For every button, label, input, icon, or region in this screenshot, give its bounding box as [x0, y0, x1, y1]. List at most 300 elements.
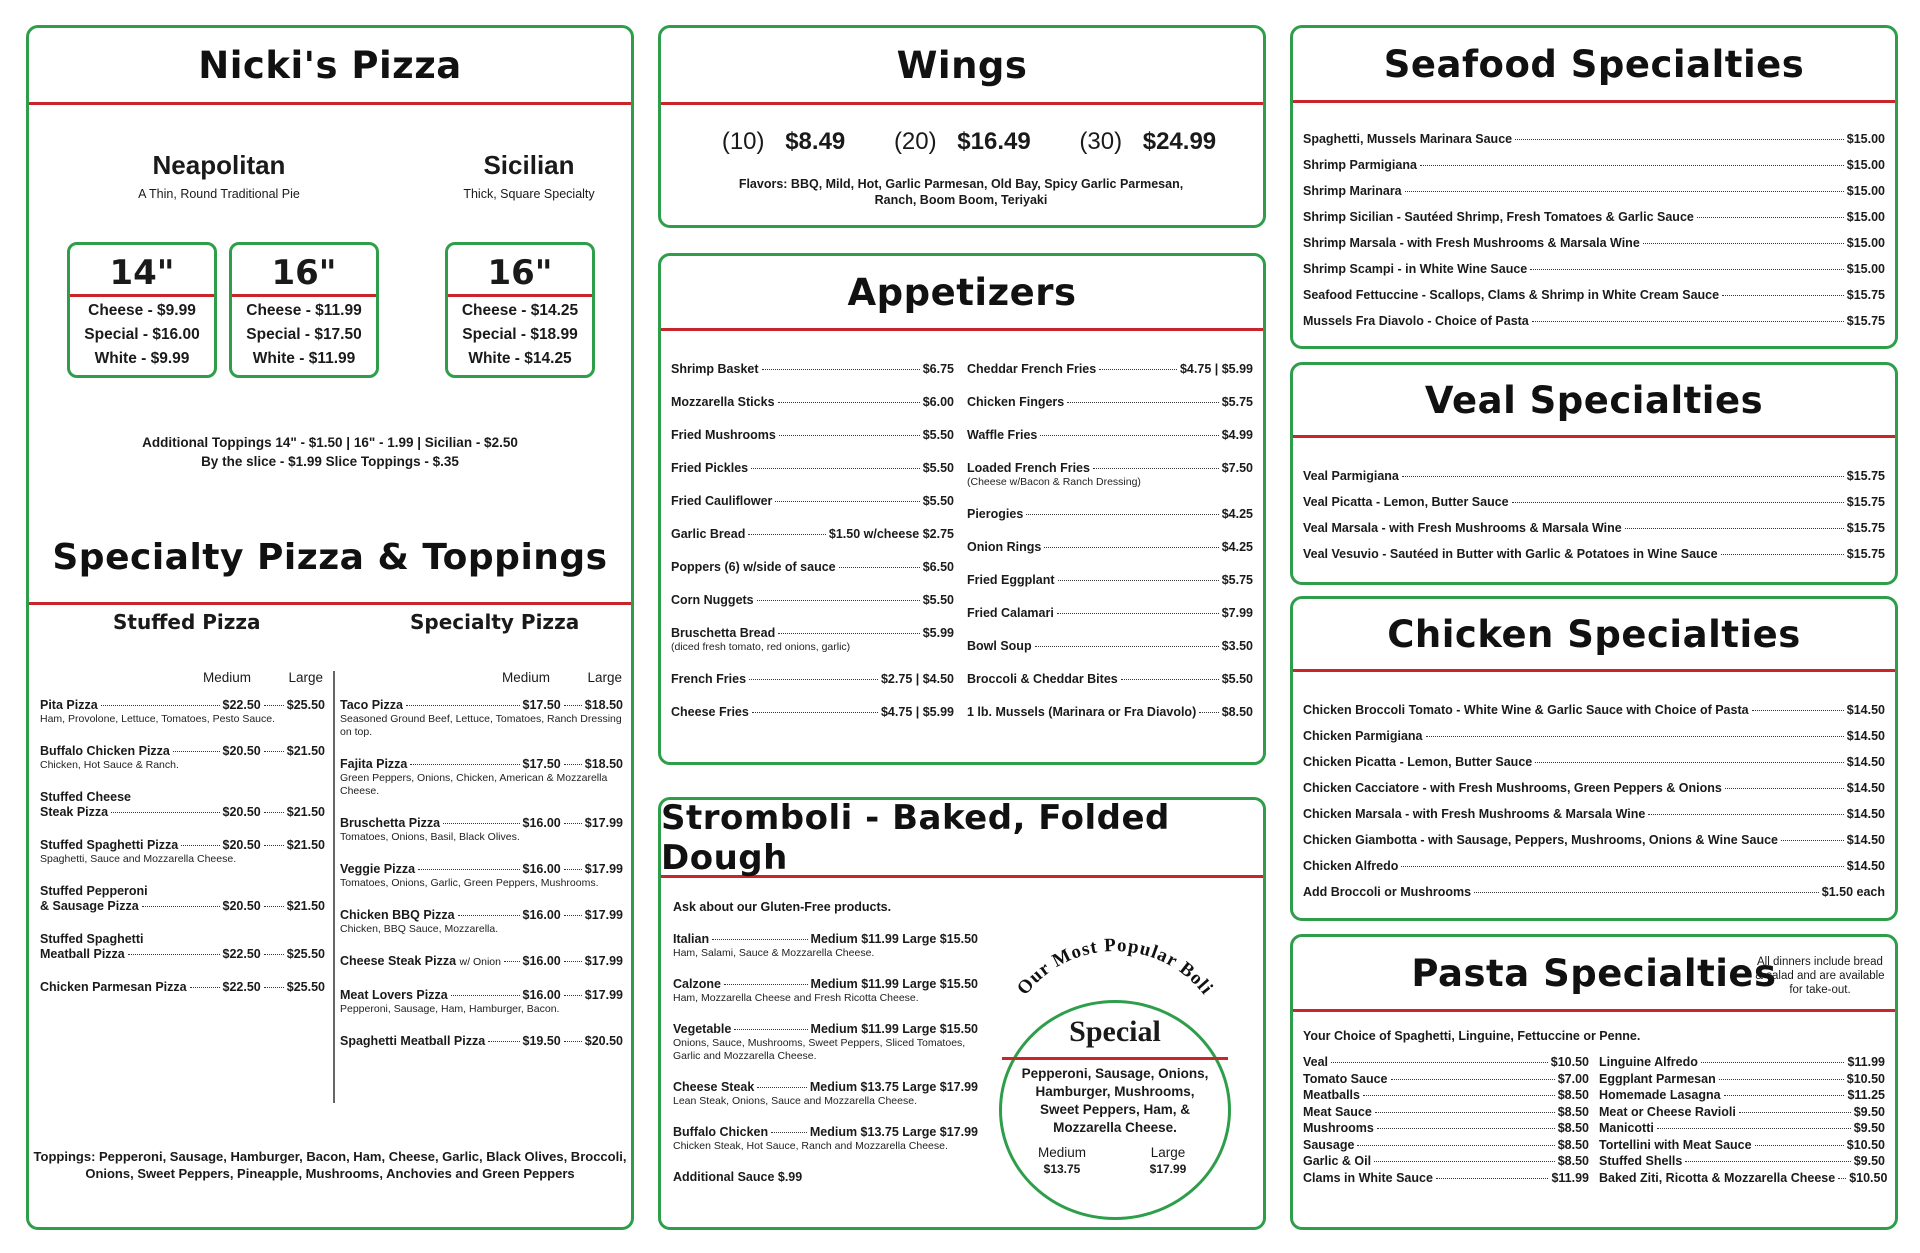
item-price-large: $17.99	[584, 816, 623, 830]
item-price: $4.25	[1221, 540, 1253, 554]
list-item	[1303, 1088, 1589, 1103]
item-name: Pierogies	[967, 507, 1024, 521]
list-item	[1303, 703, 1885, 718]
item-price: $8.50	[1557, 1154, 1589, 1168]
item-name: Taco Pizza	[340, 698, 403, 712]
list-item	[40, 932, 325, 962]
item-price: Medium $11.99 Large $15.50	[810, 977, 978, 991]
list-item	[967, 705, 1253, 720]
price-line: Special - $17.50	[246, 326, 362, 343]
item-price-medium: $16.00	[522, 862, 561, 876]
item-price: $1.50 w/cheese $2.75	[828, 527, 954, 541]
item-name: Veal Picatta - Lemon, Butter Sauce	[1303, 495, 1509, 509]
item-price: $9.50	[1853, 1104, 1885, 1119]
list-item	[673, 977, 978, 1005]
list-item	[673, 1080, 978, 1108]
size-box-sicilian-16	[445, 242, 595, 378]
wing-amount: $24.99	[1142, 128, 1217, 155]
item-price: $1.50 each	[1821, 885, 1885, 899]
item-price-large: $20.50	[584, 1034, 623, 1048]
list-item	[1599, 1105, 1885, 1120]
list-item	[671, 428, 954, 443]
item-price: $6.00	[922, 395, 954, 409]
additional-line: Additional Toppings 14" - $1.50 | 16" - 1.99 | Sicilian - $2.50	[142, 435, 518, 450]
item-price: $4.75 | $5.99	[1179, 362, 1253, 376]
wings-title: Wings	[896, 43, 1028, 87]
size-label: 16"	[448, 245, 592, 297]
item-price-large: $17.99	[584, 908, 623, 922]
item-price: Medium $13.75 Large $17.99	[809, 1080, 978, 1094]
item-desc: Green Peppers, Onions, Chicken, American & Mozzarella Cheese.	[340, 772, 608, 797]
list-item	[1303, 210, 1885, 225]
item-price-medium: $20.50	[222, 838, 261, 852]
item-name: Stuffed Spaghetti Pizza	[40, 838, 179, 852]
item-price-medium: $17.50	[522, 757, 561, 771]
item-name: Bruschetta Pizza	[340, 816, 441, 830]
svg-text:Our Most Popular Boli	[1013, 935, 1217, 999]
list-item	[340, 816, 623, 844]
item-name: Corn Nuggets	[671, 593, 754, 607]
item-name: Steak Pizza	[40, 805, 109, 819]
list-item	[40, 790, 325, 820]
list-item	[1303, 132, 1885, 147]
item-price-medium: $20.50	[222, 899, 261, 913]
item-name: Veal Parmigiana	[1303, 469, 1399, 483]
item-name: Sausage	[1303, 1137, 1355, 1152]
item-price: $7.50	[1221, 461, 1253, 475]
wing-count: (30)	[1079, 128, 1123, 155]
list-item	[1599, 1088, 1885, 1103]
item-desc: Pepperoni, Sausage, Ham, Hamburger, Bacon.	[340, 1003, 560, 1015]
price-line: Special - $16.00	[84, 326, 200, 343]
list-item	[967, 428, 1253, 443]
item-price: $15.75	[1846, 288, 1885, 302]
gluten-free-note: Ask about our Gluten-Free products.	[673, 900, 892, 914]
item-price-large: $17.99	[584, 988, 623, 1002]
extra-label: Additional Sauce $.99	[673, 1170, 803, 1184]
wing-count: (20)	[893, 128, 937, 155]
special-large-price: $17.99	[1149, 1162, 1187, 1176]
item-name: Chicken Picatta - Lemon, Butter Sauce	[1303, 755, 1533, 769]
list-item	[671, 626, 954, 654]
item-price: $9.50	[1853, 1121, 1885, 1135]
list-item	[673, 932, 978, 960]
item-price: $5.50	[922, 461, 954, 475]
wing-amount: $16.49	[957, 128, 1031, 155]
special-title: Special	[1069, 1015, 1161, 1048]
arc-label: Our Most Popular Boli	[1012, 934, 1218, 1000]
item-price: $15.75	[1846, 521, 1885, 535]
col-medium: Medium	[203, 670, 252, 685]
list-item	[1303, 521, 1885, 536]
list-item	[1599, 1072, 1885, 1087]
list-item	[340, 954, 623, 970]
item-price: $6.75	[922, 362, 954, 376]
item-price-large: $17.99	[584, 862, 623, 876]
list-item	[340, 698, 623, 739]
item-name: Poppers (6) w/side of sauce	[671, 560, 836, 574]
wing-amount: $8.49	[785, 128, 846, 155]
item-price-large: $18.50	[584, 698, 623, 712]
item-name: Fried Eggplant	[967, 573, 1055, 587]
list-item	[340, 862, 623, 890]
appetizers-right	[967, 362, 1253, 738]
wing-price	[1065, 128, 1216, 155]
item-price-large: $21.50	[286, 899, 325, 913]
list-item	[1599, 1154, 1885, 1169]
item-price-large: $25.50	[286, 980, 325, 994]
price-line: Cheese - $14.25	[461, 302, 579, 319]
item-name: Veal Marsala - with Fresh Mushrooms & Marsala Wine	[1303, 521, 1622, 535]
list-item	[1303, 314, 1885, 329]
item-desc: Tomatoes, Onions, Basil, Black Olives.	[340, 831, 520, 843]
item-price: $8.50	[1557, 1137, 1589, 1152]
item-name: French Fries	[671, 672, 747, 686]
stuffed-list	[40, 698, 325, 1013]
item-name: Vegetable	[673, 1022, 732, 1036]
item-name: Mushrooms	[1303, 1121, 1374, 1135]
list-item	[340, 1034, 623, 1049]
item-price: $11.99	[1551, 1170, 1589, 1185]
veal-title: Veal Specialties	[1424, 378, 1764, 422]
list-item	[1303, 1171, 1589, 1186]
list-item	[671, 362, 954, 377]
style-title: Neapolitan	[152, 150, 286, 180]
item-price: $8.50	[1557, 1088, 1589, 1102]
item-name: Bruschetta Bread	[671, 626, 776, 640]
item-name: & Sausage Pizza	[40, 899, 139, 913]
slice-line: By the slice - $1.99 Slice Toppings - $.35	[201, 454, 459, 469]
item-name: Chicken Cacciatore - with Fresh Mushrooms, Green Peppers & Onions	[1303, 781, 1722, 795]
item-price: $5.50	[922, 494, 954, 508]
item-price: $7.99	[1221, 606, 1253, 620]
price-line: White - $9.99	[94, 350, 190, 367]
item-name: Chicken Giambotta - with Sausage, Peppers, Mushrooms, Onions & Wine Sauce	[1303, 833, 1778, 847]
item-name: Stuffed Shells	[1599, 1154, 1683, 1168]
list-item	[671, 494, 954, 509]
item-price: $5.99	[922, 626, 954, 640]
item-price-medium: $22.50	[222, 698, 261, 712]
item-price-large: $25.50	[286, 698, 325, 712]
item-price: $8.50	[1557, 1104, 1589, 1119]
item-desc: Lean Steak, Onions, Sauce and Mozzarella Cheese.	[673, 1095, 917, 1107]
list-item	[1303, 547, 1885, 562]
list-item	[671, 672, 954, 687]
page-title: Nicki's Pizza	[198, 43, 462, 87]
item-name: Shrimp Marinara	[1303, 184, 1402, 198]
list-item	[671, 560, 954, 575]
style-desc: Thick, Square Specialty	[463, 187, 595, 201]
seafood-panel	[1290, 25, 1898, 349]
item-price-medium: $22.50	[222, 980, 261, 994]
wings-panel	[658, 25, 1266, 228]
list-item	[40, 884, 325, 914]
wing-price	[708, 128, 845, 155]
item-name: Shrimp Scampi - in White Wine Sauce	[1303, 262, 1528, 276]
item-price: $15.75	[1846, 547, 1885, 561]
item-desc: Spaghetti, Sauce and Mozzarella Cheese.	[40, 853, 237, 865]
special-medium	[1022, 1145, 1102, 1176]
item-price-large: $18.50	[584, 757, 623, 771]
item-price: $8.50	[1221, 705, 1253, 719]
pasta-panel	[1290, 934, 1898, 1230]
item-name: Chicken Alfredo	[1303, 859, 1399, 873]
item-price: $14.50	[1846, 729, 1885, 743]
list-item	[671, 395, 954, 410]
item-name: Cheese Fries	[671, 705, 749, 719]
list-item	[1599, 1121, 1885, 1136]
size-box-16	[229, 242, 379, 378]
size-box-14	[67, 242, 217, 378]
stromboli-title: Stromboli - Baked, Folded Dough	[661, 797, 1170, 878]
list-item	[1303, 495, 1885, 510]
item-price-medium: $20.50	[222, 744, 261, 758]
additional-toppings	[29, 433, 631, 471]
special-prices	[1022, 1145, 1208, 1176]
item-price: $4.75 | $5.99	[880, 705, 954, 719]
item-name: Pita Pizza	[40, 698, 98, 712]
stromboli-list	[673, 900, 978, 1185]
item-price: $15.00	[1846, 210, 1885, 224]
list-item	[1303, 1121, 1589, 1136]
item-name: Chicken Parmesan Pizza	[40, 980, 187, 994]
item-price: $5.50	[922, 593, 954, 607]
style-title: Sicilian	[483, 150, 575, 180]
veal-list	[1303, 469, 1885, 573]
item-name: Italian	[673, 932, 710, 946]
list-item	[967, 672, 1253, 687]
item-name: Shrimp Marsala - with Fresh Mushrooms & Marsala Wine	[1303, 236, 1640, 250]
list-item	[671, 593, 954, 608]
item-price-medium: $16.00	[522, 954, 561, 968]
item-price: Medium $11.99 Large $15.50	[810, 932, 978, 946]
list-item	[1303, 158, 1885, 173]
item-name: Garlic Bread	[671, 527, 746, 541]
list-item	[671, 527, 954, 542]
specialty-subtitle: Specialty Pizza	[410, 610, 580, 634]
item-name: Tortellini with Meat Sauce	[1599, 1137, 1752, 1152]
list-item	[967, 606, 1253, 621]
item-desc: Ham, Salami, Sauce & Mozzarella Cheese.	[673, 947, 875, 959]
pasta-left	[1303, 1055, 1589, 1187]
item-price: Medium $11.99 Large $15.50	[810, 1022, 978, 1036]
list-item	[1303, 885, 1885, 900]
veal-panel	[1290, 362, 1898, 585]
list-item	[1303, 236, 1885, 251]
item-name: Meat or Cheese Ravioli	[1599, 1104, 1736, 1119]
list-item	[1303, 807, 1885, 822]
item-name: Calzone	[673, 977, 721, 991]
list-item	[340, 757, 623, 798]
item-name: Meat Lovers Pizza	[340, 988, 448, 1002]
column-divider	[333, 671, 335, 1103]
list-item	[40, 980, 325, 995]
seafood-header	[1293, 28, 1895, 103]
item-price: $14.50	[1846, 807, 1885, 821]
item-price: $10.50	[1846, 1071, 1885, 1086]
item-price-large: $25.50	[286, 947, 325, 961]
item-name: Fried Mushrooms	[671, 428, 776, 442]
list-item	[1303, 781, 1885, 796]
item-price: $15.00	[1846, 184, 1885, 198]
item-price: $5.75	[1221, 573, 1253, 587]
item-price: $4.99	[1221, 428, 1253, 442]
item-name: Loaded French Fries	[967, 461, 1090, 475]
item-price-medium: $16.00	[522, 908, 561, 922]
list-item	[1303, 859, 1885, 874]
item-price: $15.00	[1846, 132, 1885, 146]
item-price: $6.50	[922, 560, 954, 574]
toppings-note: Toppings: Pepperoni, Sausage, Hamburger, Bacon, Ham, Cheese, Garlic, Black Olives, Broccoli, Onions, Sweet Peppers, Pineapple, Mushrooms, Anchovies and Green Peppers	[33, 1149, 627, 1181]
additional-sauce	[673, 1170, 978, 1185]
item-name: Shrimp Parmigiana	[1303, 158, 1417, 172]
item-name: Meatballs	[1303, 1088, 1360, 1102]
stuffed-col-heads	[203, 670, 323, 685]
item-name: Meat Sauce	[1303, 1104, 1372, 1119]
col-large: Large	[288, 670, 323, 685]
item-name: Chicken Parmigiana	[1303, 729, 1423, 743]
item-name: Broccoli & Cheddar Bites	[967, 672, 1118, 686]
list-item	[967, 573, 1253, 588]
item-price-medium: $16.00	[522, 988, 561, 1002]
item-price-large: $17.99	[584, 954, 623, 968]
stromboli-panel	[658, 797, 1266, 1230]
item-price: $10.50	[1550, 1055, 1589, 1069]
price-line: Cheese - $11.99	[246, 302, 362, 319]
wing-flavors: Flavors: BBQ, Mild, Hot, Garlic Parmesan, Old Bay, Spicy Garlic Parmesan, Ranch, Boom Boom, Teriyaki	[738, 177, 1184, 207]
item-note: w/ Onion	[459, 956, 501, 968]
list-item	[1599, 1138, 1885, 1153]
list-item	[967, 461, 1253, 489]
item-price: $14.50	[1846, 781, 1885, 795]
item-price: $14.50	[1846, 833, 1885, 847]
style-desc: A Thin, Round Traditional Pie	[138, 187, 300, 201]
item-name: Veal Vesuvio - Sautéed in Butter with Garlic & Potatoes in Wine Sauce	[1303, 547, 1718, 561]
item-name: Chicken BBQ Pizza	[340, 908, 455, 922]
list-item	[1303, 184, 1885, 199]
list-item	[967, 540, 1253, 555]
list-item	[1599, 1170, 1888, 1186]
item-name: Bowl Soup	[967, 639, 1032, 653]
item-price: $9.50	[1853, 1154, 1885, 1168]
item-price: $10.50	[1846, 1137, 1885, 1152]
item-price: $8.50	[1557, 1121, 1589, 1135]
pasta-subtitle: Your Choice of Spaghetti, Linguine, Fettuccine or Penne.	[1303, 1029, 1641, 1043]
seafood-list	[1303, 132, 1885, 340]
list-item	[1303, 1154, 1589, 1169]
item-name: Stuffed Spaghetti	[40, 932, 144, 946]
item-price: $14.50	[1846, 755, 1885, 769]
item-desc: Chicken, BBQ Sauce, Mozzarella.	[340, 923, 499, 935]
item-desc: (diced fresh tomato, red onions, garlic)	[671, 641, 851, 653]
list-item	[1303, 1138, 1589, 1153]
seafood-title: Seafood Specialties	[1383, 42, 1805, 86]
item-name: Shrimp Basket	[671, 362, 759, 376]
item-price: $15.00	[1846, 158, 1885, 172]
item-name: Garlic & Oil	[1303, 1154, 1372, 1168]
col-medium: Medium	[502, 670, 551, 685]
item-name: Homemade Lasagna	[1599, 1088, 1721, 1102]
item-desc: (Cheese w/Bacon & Ranch Dressing)	[967, 476, 1141, 488]
item-price: $5.50	[922, 428, 954, 442]
item-desc: Chicken Steak, Hot Sauce, Ranch and Mozzarella Cheese.	[673, 1140, 948, 1152]
item-price-medium: $17.50	[522, 698, 561, 712]
item-name: Fried Cauliflower	[671, 494, 773, 508]
item-name: Chicken Marsala - with Fresh Mushrooms & Marsala Wine	[1303, 807, 1646, 821]
item-name: Veal	[1303, 1055, 1329, 1069]
wing-prices	[661, 128, 1263, 156]
price-line: White - $11.99	[252, 350, 356, 367]
item-price: $3.50	[1221, 639, 1253, 653]
item-price-large: $21.50	[286, 838, 325, 852]
list-item	[671, 705, 954, 720]
item-desc: Chicken, Hot Sauce & Ranch.	[40, 759, 179, 771]
item-name: Seafood Fettuccine - Scallops, Clams & Shrimp in White Cream Sauce	[1303, 288, 1720, 302]
pizza-panel	[26, 25, 634, 1230]
veal-header	[1293, 365, 1895, 438]
item-price: $11.99	[1847, 1055, 1885, 1069]
item-price: $7.00	[1557, 1071, 1589, 1086]
list-item	[967, 395, 1253, 410]
list-item	[40, 698, 325, 726]
item-desc: Seasoned Ground Beef, Lettuce, Tomatoes, Ranch Dressing on top.	[340, 713, 622, 738]
item-name: Add Broccoli or Mushrooms	[1303, 885, 1472, 899]
list-item	[1303, 1105, 1589, 1120]
list-item	[1303, 833, 1885, 848]
price-line: Cheese - $9.99	[88, 302, 196, 319]
list-item	[967, 362, 1253, 377]
item-name: Cheese Steak	[673, 1080, 755, 1094]
item-name: Clams in White Sauce	[1303, 1170, 1433, 1185]
item-name: Buffalo Chicken Pizza	[40, 744, 170, 758]
special-medium-price: $13.75	[1043, 1162, 1081, 1176]
list-item	[340, 908, 623, 936]
list-item	[673, 1125, 978, 1153]
list-item	[1303, 262, 1885, 277]
pasta-right	[1599, 1055, 1888, 1187]
item-name: Stuffed Cheese	[40, 790, 131, 804]
item-name: Spaghetti, Mussels Marinara Sauce	[1303, 132, 1513, 146]
stromboli-header	[661, 797, 1263, 878]
item-name: Fajita Pizza	[340, 757, 408, 771]
item-name: Veggie Pizza	[340, 862, 416, 876]
chicken-header	[1293, 599, 1895, 672]
list-item	[40, 838, 325, 866]
item-price: $15.75	[1846, 495, 1885, 509]
item-price: $15.00	[1846, 262, 1885, 276]
wing-price	[880, 128, 1031, 155]
item-name: Cheddar French Fries	[967, 362, 1097, 376]
item-desc: Ham, Provolone, Lettuce, Tomatoes, Pesto Sauce.	[40, 713, 276, 725]
item-price-medium: $16.00	[522, 816, 561, 830]
appetizers-left	[671, 362, 954, 738]
list-item	[671, 461, 954, 476]
item-name: Cheese Steak Pizza	[340, 954, 457, 968]
special-divider	[1002, 1057, 1228, 1060]
pizza-header	[29, 28, 631, 105]
item-price: $15.75	[1846, 314, 1885, 328]
item-price: Medium $13.75 Large $17.99	[809, 1125, 978, 1139]
item-name: Onion Rings	[967, 540, 1042, 554]
item-price: $5.50	[1221, 672, 1253, 686]
item-name: Linguine Alfredo	[1599, 1055, 1698, 1069]
item-desc: Onions, Sauce, Mushrooms, Sweet Peppers, Sliced Tomatoes, Garlic and Mozzarella Cheese.	[673, 1037, 966, 1062]
item-price: $14.50	[1846, 859, 1885, 873]
appetizers-title: Appetizers	[847, 270, 1077, 314]
special-circle	[999, 1000, 1231, 1220]
item-name: Chicken Broccoli Tomato - White Wine & Garlic Sauce with Choice of Pasta	[1303, 703, 1749, 717]
list-item	[1303, 469, 1885, 484]
